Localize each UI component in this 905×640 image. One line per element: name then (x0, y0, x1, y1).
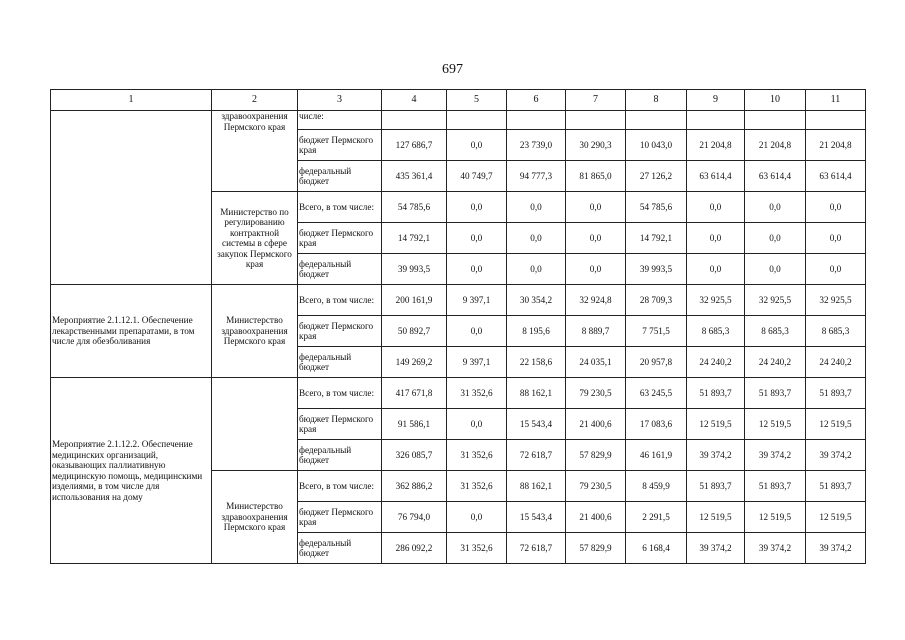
header-cell-2: 2 (212, 90, 298, 111)
funding-source-cell: Всего, в том числе: (298, 471, 382, 502)
value-cell-col-5: 31 352,6 (447, 533, 507, 564)
value-cell-col-5: 31 352,6 (447, 378, 507, 409)
value-cell-col-5: 0,0 (447, 192, 507, 223)
organization-cell: здравоохранения Пермского края (212, 111, 298, 192)
value-cell-col-9: 32 925,5 (687, 285, 745, 316)
value-cell-col-8: 39 993,5 (626, 254, 687, 285)
value-cell-col-7 (566, 111, 626, 130)
value-cell-col-4: 14 792,1 (382, 223, 447, 254)
value-cell-col-7: 57 829,9 (566, 440, 626, 471)
value-cell-col-5: 31 352,6 (447, 471, 507, 502)
value-cell-col-4: 91 586,1 (382, 409, 447, 440)
value-cell-col-9: 0,0 (687, 254, 745, 285)
value-cell-col-6: 23 739,0 (507, 130, 566, 161)
value-cell-col-7: 8 889,7 (566, 316, 626, 347)
value-cell-col-11: 39 374,2 (806, 440, 866, 471)
value-cell-col-8: 20 957,8 (626, 347, 687, 378)
header-row (51, 90, 866, 111)
value-cell-col-4: 39 993,5 (382, 254, 447, 285)
value-cell-col-10: 8 685,3 (745, 316, 806, 347)
value-cell-col-9: 12 519,5 (687, 502, 745, 533)
value-cell-col-7: 81 865,0 (566, 161, 626, 192)
value-cell-col-11: 32 925,5 (806, 285, 866, 316)
value-cell-col-5: 0,0 (447, 223, 507, 254)
funding-source-cell: федеральный бюджет (298, 533, 382, 564)
value-cell-col-6: 72 618,7 (507, 440, 566, 471)
organization-cell: Министерство здравоохранения Пермского края (212, 285, 298, 378)
value-cell-col-7: 21 400,6 (566, 502, 626, 533)
value-cell-col-11: 8 685,3 (806, 316, 866, 347)
value-cell-col-10 (745, 111, 806, 130)
value-cell-col-6: 0,0 (507, 254, 566, 285)
value-cell-col-6: 8 195,6 (507, 316, 566, 347)
value-cell-col-4: 127 686,7 (382, 130, 447, 161)
value-cell-col-9 (687, 111, 745, 130)
funding-source-cell: Всего, в том числе: (298, 285, 382, 316)
funding-source-cell: бюджет Пермского края (298, 316, 382, 347)
value-cell-col-5: 9 397,1 (447, 347, 507, 378)
value-cell-col-9: 51 893,7 (687, 471, 745, 502)
value-cell-col-4: 286 092,2 (382, 533, 447, 564)
funding-source-cell: федеральный бюджет (298, 161, 382, 192)
value-cell-col-8: 7 751,5 (626, 316, 687, 347)
value-cell-col-9: 51 893,7 (687, 378, 745, 409)
value-cell-col-6: 0,0 (507, 223, 566, 254)
value-cell-col-8: 27 126,2 (626, 161, 687, 192)
funding-source-cell: федеральный бюджет (298, 254, 382, 285)
value-cell-col-5: 31 352,6 (447, 440, 507, 471)
measure-2-1-12-1: Мероприятие 2.1.12.1. Обеспечение лекарственными препаратами, в том числе для обезболивания (51, 285, 212, 378)
funding-source-cell: федеральный бюджет (298, 440, 382, 471)
value-cell-col-7: 57 829,9 (566, 533, 626, 564)
value-cell-col-5: 40 749,7 (447, 161, 507, 192)
value-cell-col-4: 326 085,7 (382, 440, 447, 471)
funding-source-cell: Всего, в том числе: (298, 192, 382, 223)
value-cell-col-8: 46 161,9 (626, 440, 687, 471)
value-cell-col-5: 0,0 (447, 409, 507, 440)
value-cell-col-10: 39 374,2 (745, 533, 806, 564)
value-cell-col-7: 30 290,3 (566, 130, 626, 161)
value-cell-col-7: 79 230,5 (566, 378, 626, 409)
value-cell-col-10: 0,0 (745, 223, 806, 254)
value-cell-col-7: 0,0 (566, 192, 626, 223)
value-cell-col-9: 0,0 (687, 192, 745, 223)
value-cell-col-11: 12 519,5 (806, 502, 866, 533)
value-cell-col-5: 0,0 (447, 254, 507, 285)
header-cell-7: 7 (566, 90, 626, 111)
value-cell-col-10: 12 519,5 (745, 409, 806, 440)
value-cell-col-10: 51 893,7 (745, 378, 806, 409)
value-cell-col-6: 94 777,3 (507, 161, 566, 192)
value-cell-col-6: 15 543,4 (507, 409, 566, 440)
measure-2-1-12-2: Мероприятие 2.1.12.2. Обеспечение медицинских организаций, оказывающих паллиативную медицинскую помощь, медицинскими изделиями, в том числе для использования на дому (51, 378, 212, 564)
value-cell-col-4: 149 269,2 (382, 347, 447, 378)
value-cell-col-8: 8 459,9 (626, 471, 687, 502)
header-cell-1: 1 (51, 90, 212, 111)
value-cell-col-5 (447, 111, 507, 130)
value-cell-col-6 (507, 111, 566, 130)
value-cell-col-10: 32 925,5 (745, 285, 806, 316)
value-cell-col-6: 0,0 (507, 192, 566, 223)
value-cell-col-9: 24 240,2 (687, 347, 745, 378)
value-cell-col-5: 0,0 (447, 502, 507, 533)
organization-cell-empty (212, 378, 298, 471)
value-cell-col-7: 24 035,1 (566, 347, 626, 378)
value-cell-col-10: 21 204,8 (745, 130, 806, 161)
budget-table (50, 89, 866, 564)
header-cell-3: 3 (298, 90, 382, 111)
value-cell-col-4: 362 886,2 (382, 471, 447, 502)
value-cell-col-8: 2 291,5 (626, 502, 687, 533)
budget-table-container (50, 89, 865, 564)
value-cell-col-11: 12 519,5 (806, 409, 866, 440)
value-cell-col-9: 39 374,2 (687, 533, 745, 564)
value-cell-col-9: 0,0 (687, 223, 745, 254)
value-cell-col-8: 63 245,5 (626, 378, 687, 409)
value-cell-col-6: 30 354,2 (507, 285, 566, 316)
value-cell-col-11: 0,0 (806, 254, 866, 285)
value-cell-col-11: 24 240,2 (806, 347, 866, 378)
funding-source-cell: бюджет Пермского края (298, 502, 382, 533)
value-cell-col-4: 50 892,7 (382, 316, 447, 347)
value-cell-col-4: 200 161,9 (382, 285, 447, 316)
organization-cell: Министерство по регулированию контрактной системы в сфере закупок Пермского края (212, 192, 298, 285)
value-cell-col-11 (806, 111, 866, 130)
organization-cell: Министерство здравоохранения Пермского края (212, 471, 298, 564)
value-cell-col-10: 51 893,7 (745, 471, 806, 502)
value-cell-col-8: 6 168,4 (626, 533, 687, 564)
value-cell-col-4: 417 671,8 (382, 378, 447, 409)
value-cell-col-7: 0,0 (566, 223, 626, 254)
value-cell-col-7: 0,0 (566, 254, 626, 285)
header-cell-8: 8 (626, 90, 687, 111)
value-cell-col-5: 0,0 (447, 130, 507, 161)
funding-source-cell: бюджет Пермского края (298, 409, 382, 440)
value-cell-col-8: 14 792,1 (626, 223, 687, 254)
value-cell-col-4: 435 361,4 (382, 161, 447, 192)
funding-source-cell: федеральный бюджет (298, 347, 382, 378)
value-cell-col-6: 72 618,7 (507, 533, 566, 564)
header-cell-6: 6 (507, 90, 566, 111)
value-cell-col-5: 9 397,1 (447, 285, 507, 316)
value-cell-col-7: 79 230,5 (566, 471, 626, 502)
value-cell-col-10: 24 240,2 (745, 347, 806, 378)
header-cell-10: 10 (745, 90, 806, 111)
value-cell-col-11: 63 614,4 (806, 161, 866, 192)
funding-source-cell: бюджет Пермского края (298, 223, 382, 254)
header-cell-4: 4 (382, 90, 447, 111)
value-cell-col-8 (626, 111, 687, 130)
value-cell-col-9: 12 519,5 (687, 409, 745, 440)
value-cell-col-6: 88 162,1 (507, 378, 566, 409)
value-cell-col-11: 21 204,8 (806, 130, 866, 161)
header-cell-5: 5 (447, 90, 507, 111)
value-cell-col-8: 17 083,6 (626, 409, 687, 440)
value-cell-col-7: 21 400,6 (566, 409, 626, 440)
table-row (51, 111, 866, 130)
value-cell-col-9: 21 204,8 (687, 130, 745, 161)
value-cell-col-10: 0,0 (745, 192, 806, 223)
funding-source-cell: числе: (298, 111, 382, 130)
value-cell-col-10: 63 614,4 (745, 161, 806, 192)
value-cell-col-10: 39 374,2 (745, 440, 806, 471)
value-cell-col-8: 54 785,6 (626, 192, 687, 223)
value-cell-col-4 (382, 111, 447, 130)
value-cell-col-9: 8 685,3 (687, 316, 745, 347)
value-cell-col-11: 39 374,2 (806, 533, 866, 564)
value-cell-col-4: 54 785,6 (382, 192, 447, 223)
funding-source-cell: Всего, в том числе: (298, 378, 382, 409)
value-cell-col-11: 51 893,7 (806, 378, 866, 409)
header-cell-11: 11 (806, 90, 866, 111)
funding-source-cell: бюджет Пермского края (298, 130, 382, 161)
value-cell-col-4: 76 794,0 (382, 502, 447, 533)
value-cell-col-6: 88 162,1 (507, 471, 566, 502)
value-cell-col-6: 15 543,4 (507, 502, 566, 533)
measure-cell-empty (51, 111, 212, 285)
value-cell-col-9: 63 614,4 (687, 161, 745, 192)
value-cell-col-7: 32 924,8 (566, 285, 626, 316)
value-cell-col-9: 39 374,2 (687, 440, 745, 471)
page-number: 697 (442, 62, 463, 77)
value-cell-col-8: 10 043,0 (626, 130, 687, 161)
value-cell-col-11: 51 893,7 (806, 471, 866, 502)
table-row (51, 285, 866, 316)
value-cell-col-8: 28 709,3 (626, 285, 687, 316)
value-cell-col-6: 22 158,6 (507, 347, 566, 378)
value-cell-col-10: 0,0 (745, 254, 806, 285)
value-cell-col-10: 12 519,5 (745, 502, 806, 533)
header-cell-9: 9 (687, 90, 745, 111)
value-cell-col-11: 0,0 (806, 223, 866, 254)
value-cell-col-5: 0,0 (447, 316, 507, 347)
table-row (51, 378, 866, 409)
value-cell-col-11: 0,0 (806, 192, 866, 223)
